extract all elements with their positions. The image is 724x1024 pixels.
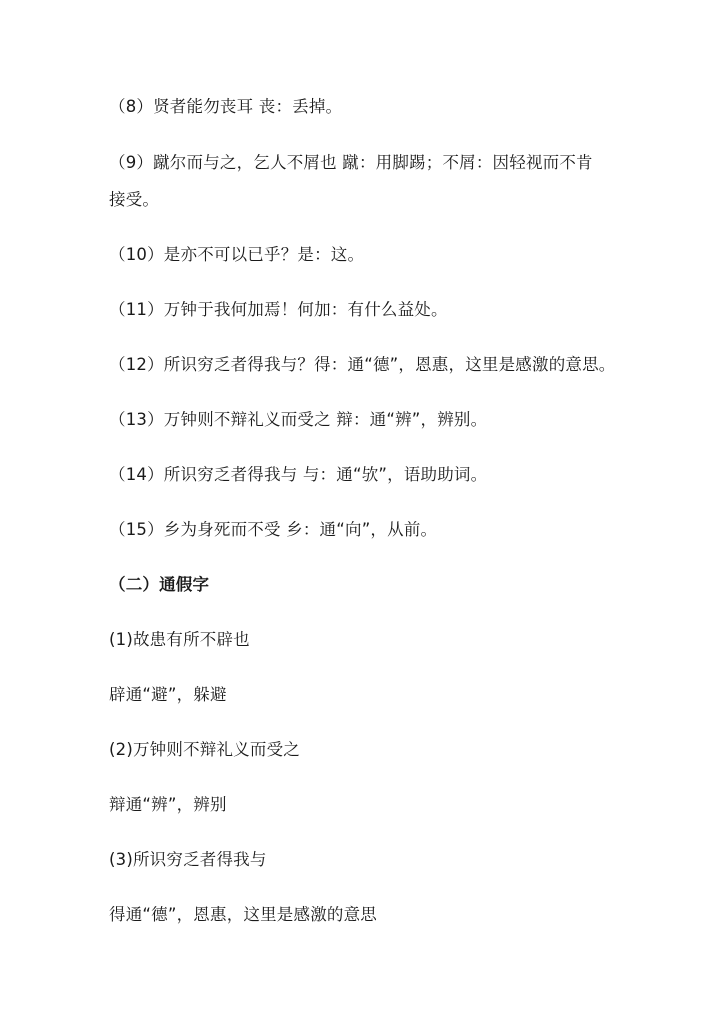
note-9-continued: 接受。 bbox=[109, 190, 160, 209]
note-8: （8）贤者能勿丧耳 丧：丢掉。 bbox=[109, 97, 343, 116]
note-11: （11）万钟于我何加焉！何加：有什么益处。 bbox=[109, 300, 448, 319]
example-2-explanation: 辩通“辨”，辨别 bbox=[109, 795, 227, 814]
note-14: （14）所识穷乏者得我与 与：通“欤”，语助助词。 bbox=[109, 465, 488, 484]
example-2-sentence: (2)万钟则不辩礼义而受之 bbox=[109, 740, 300, 759]
note-10: （10）是亦不可以已乎？是：这。 bbox=[109, 245, 365, 264]
example-3-sentence: (3)所识穷乏者得我与 bbox=[109, 850, 267, 869]
section-heading: （二）通假字 bbox=[109, 575, 210, 594]
example-1-sentence: (1)故患有所不辟也 bbox=[109, 630, 250, 649]
example-1-explanation: 辟通“避”，躲避 bbox=[109, 685, 227, 704]
example-3-explanation: 得通“德”，恩惠，这里是感激的意思 bbox=[109, 905, 377, 924]
note-9: （9）蹴尔而与之，乞人不屑也 蹴：用脚踢；不屑：因轻视而不肯 bbox=[109, 153, 593, 172]
note-12: （12）所识穷乏者得我与？得：通“德”，恩惠，这里是感激的意思。 bbox=[109, 355, 616, 374]
note-13: （13）万钟则不辩礼义而受之 辩：通“辨”，辨别。 bbox=[109, 410, 488, 429]
note-15: （15）乡为身死而不受 乡：通“向”，从前。 bbox=[109, 520, 438, 539]
